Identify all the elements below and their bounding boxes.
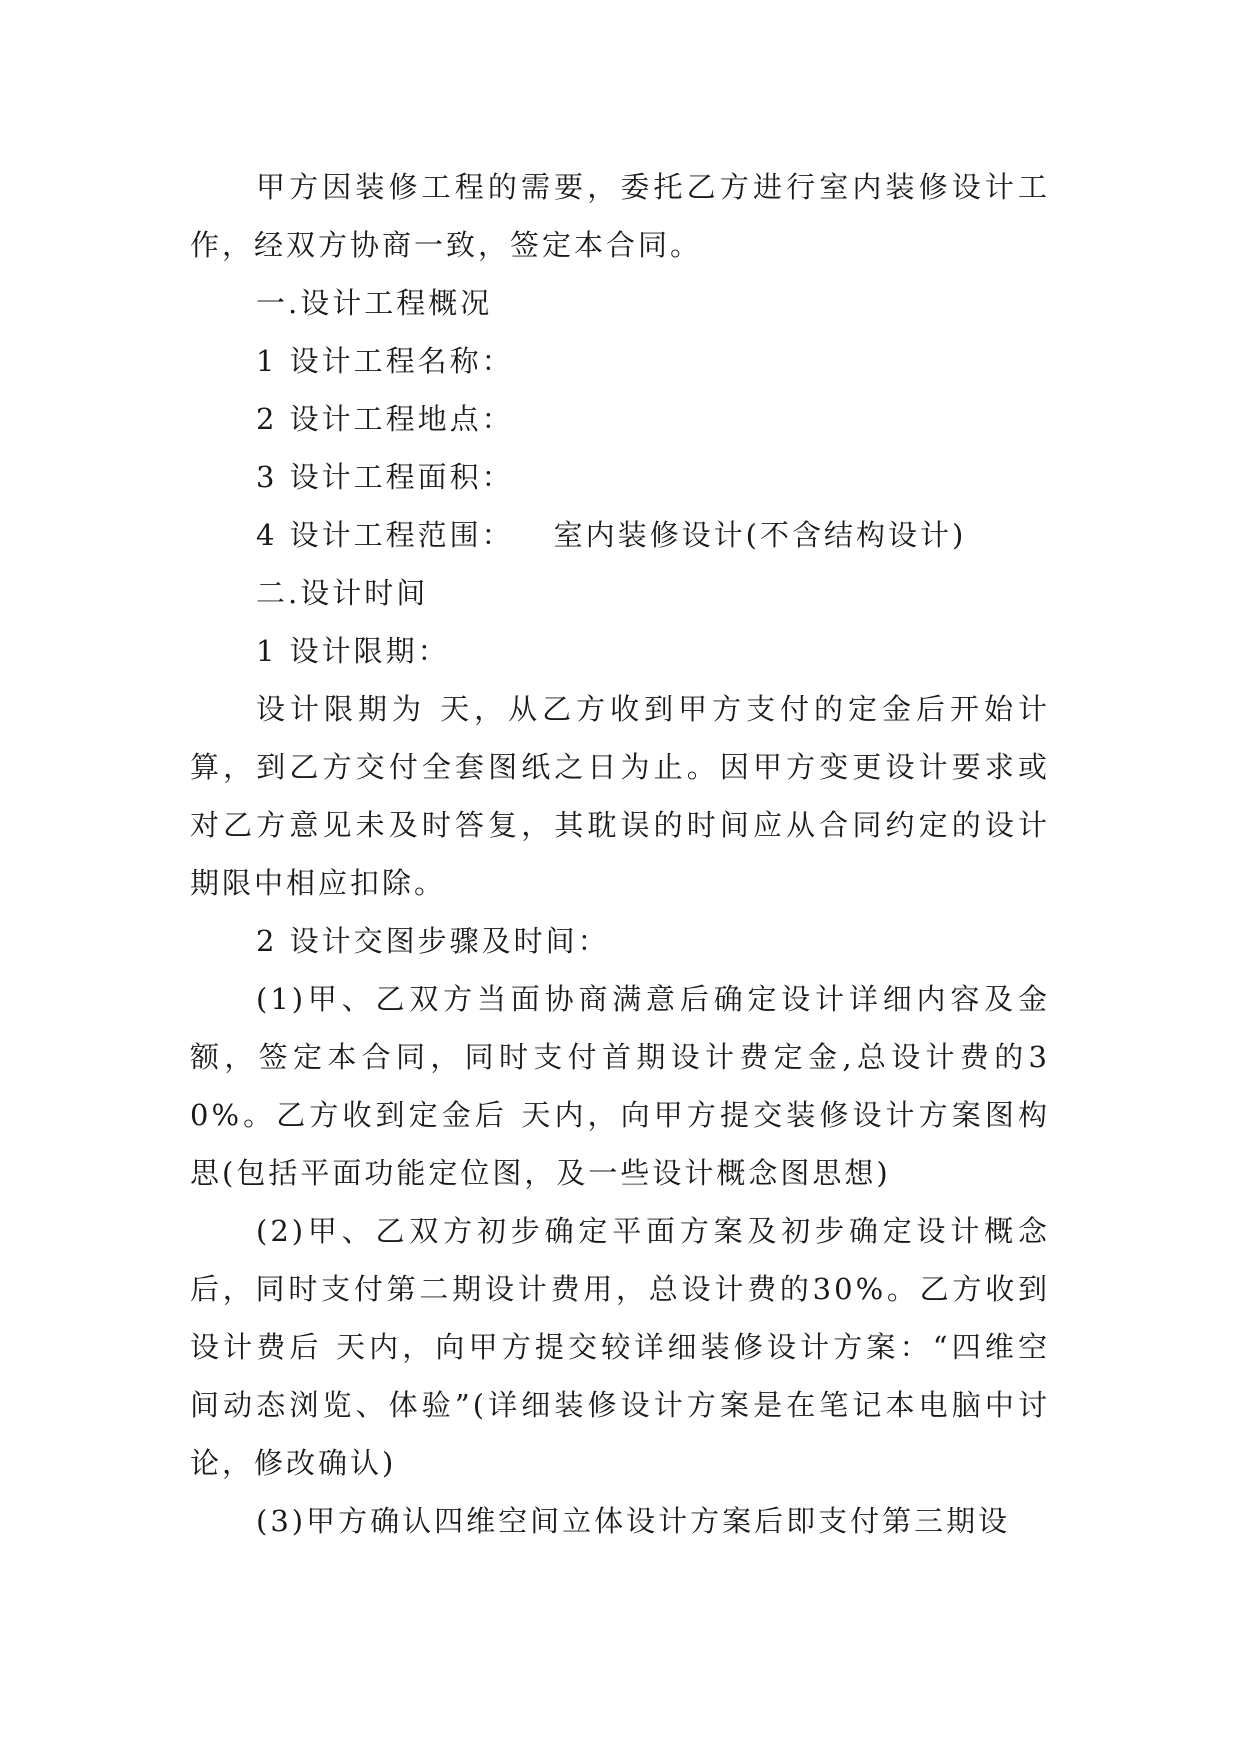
- step-1-paragraph: (1)甲、乙双方当面协商满意后确定设计详细内容及金额，签定本合同，同时支付首期设计费定金,总设计费的30%。乙方收到定金后 天内，向甲方提交装修设计方案图构思(包括平面功能定位图，及一些设计概念图思想): [190, 982, 1050, 1190]
- section-heading-overview: 一.设计工程概况: [256, 286, 493, 320]
- project-scope-value: 室内装修设计(不含结构设计): [553, 518, 967, 552]
- project-scope-label: 4 设计工程范围：: [256, 518, 514, 552]
- step-2-paragraph: (2)甲、乙双方初步确定平面方案及初步确定设计概念后，同时支付第二期设计费用，总设计费的30%。乙方收到设计费后 天内，向甲方提交较详细装修设计方案：“四维空间动态浏览、体验”(详细装修设计方案是在笔记本电脑中讨论，修改确认): [190, 1214, 1050, 1480]
- project-location-line: 2 设计工程地点：: [256, 402, 514, 436]
- project-name-line: 1 设计工程名称：: [256, 344, 514, 378]
- design-period-paragraph: 设计限期为 天，从乙方收到甲方支付的定金后开始计算，到乙方交付全套图纸之日为止。因甲方变更设计要求或对乙方意见未及时答复，其耽误的时间应从合同约定的设计期限中相应扣除。: [190, 692, 1050, 900]
- project-scope-line: [190, 506, 1050, 564]
- delivery-steps-line: 2 设计交图步骤及时间：: [256, 924, 610, 958]
- step-3-paragraph: (3)甲方确认四维空间立体设计方案后即支付第三期设: [256, 1504, 1011, 1538]
- document-body: [190, 158, 1050, 1550]
- design-period-line: 1 设计限期：: [256, 634, 450, 668]
- intro-paragraph: 甲方因装修工程的需要，委托乙方进行室内装修设计工作，经双方协商一致，签定本合同。: [190, 170, 1050, 262]
- project-area-line: 3 设计工程面积：: [256, 460, 514, 494]
- section-heading-time: 二.设计时间: [256, 576, 429, 610]
